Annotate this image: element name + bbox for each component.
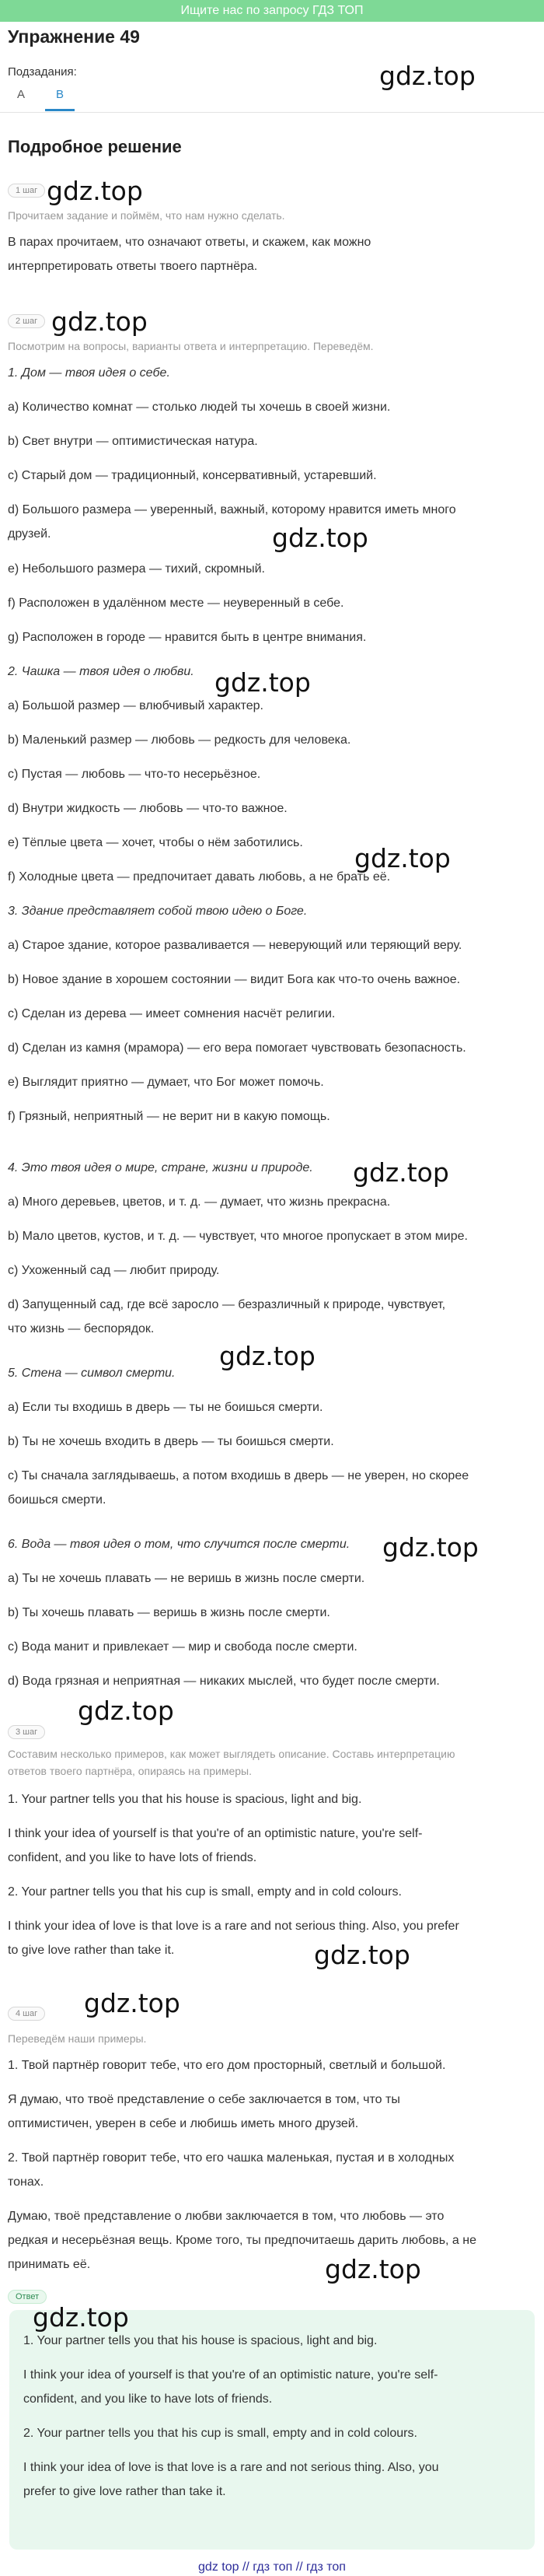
answer-text: 2. Your partner tells you that his cup is small, empty and in cold colours. [23, 2427, 417, 2440]
watermark: gdz.top [33, 2302, 129, 2333]
step-text: Думаю, твоё представление о любви заключается в том, что любовь — это [8, 2210, 445, 2223]
step-text: b) Ты хочешь плавать — веришь в жизнь после смерти. [8, 1606, 330, 1619]
step-text: a) Количество комнат — столько людей ты хочешь в своей жизни. [8, 401, 391, 414]
step-label: 2 шаг [8, 314, 45, 328]
step-text: боишься смерти. [8, 1493, 106, 1507]
subtab-a[interactable]: A [17, 88, 26, 101]
footer-links[interactable]: gdz top // гдз топ // гдз топ [0, 2559, 544, 2576]
step-text: 1. Твой партнёр говорит тебе, что его дом просторный, светлый и большой. [8, 2059, 446, 2072]
step-text: 4. Это твоя идея о мире, стране, жизни и природе. [8, 1161, 313, 1174]
step-text: b) Маленький размер — любовь — редкость для человека. [8, 733, 351, 747]
step-text: a) Ты не хочешь плавать — не веришь в жизнь после смерти. [8, 1572, 365, 1585]
step-text: a) Старое здание, которое разваливается — неверующий или теряющий веру. [8, 939, 462, 952]
step-text: редкая и несерьёзная вещь. Кроме того, ты предпочитаешь дарить любовь, а не [8, 2234, 477, 2247]
step-text: 5. Стена — символ смерти. [8, 1367, 176, 1380]
step-text: интерпретировать ответы твоего партнёра. [8, 260, 258, 273]
step-text: 2. Твой партнёр говорит тебе, что его чашка маленькая, пустая и в холодных [8, 2151, 455, 2165]
step-text: что жизнь — беспорядок. [8, 1322, 155, 1335]
step-text: b) Свет внутри — оптимистическая натура. [8, 435, 258, 448]
step-text: f) Холодные цвета — предпочитает давать любовь, а не брать её. [8, 870, 391, 884]
watermark: gdz.top [219, 1341, 316, 1371]
step-label: 4 шаг [8, 2007, 45, 2021]
step-text: c) Ухоженный сад — любит природу. [8, 1264, 220, 1277]
step-text: I think your idea of love is that love is a rare and not serious thing. Also, you prefer [8, 1920, 459, 1933]
step-text: f) Расположен в удалённом месте — неуверенный в себе. [8, 597, 344, 610]
step-text: confident, and you like to have lots of friends. [8, 1851, 257, 1864]
section-title: Подробное решение [8, 137, 182, 156]
step-text: I think your idea of yourself is that you're of an optimistic nature, you're self- [8, 1827, 423, 1840]
step-text: a) Большой размер — влюбчивый характер. [8, 699, 263, 712]
step-text: d) Запущенный сад, где всё заросло — безразличный к природе, чувствует, [8, 1298, 446, 1311]
step-text: c) Вода манит и привлекает — мир и свобода после смерти. [8, 1640, 357, 1654]
step-label: 1 шаг [8, 184, 45, 198]
search-banner: Ищите нас по запросу ГДЗ ТОП [0, 0, 544, 22]
divider [0, 112, 544, 113]
step-label: 3 шаг [8, 1725, 45, 1739]
answer-text: I think your idea of love is that love is a rare and not serious thing. Also, you [23, 2461, 439, 2474]
watermark: gdz.top [78, 1696, 174, 1726]
watermark: gdz.top [272, 523, 368, 553]
step-text: d) Внутри жидкость — любовь — что-то важное. [8, 802, 288, 815]
step-text: b) Мало цветов, кустов, и т. д. — чувствует, что многое пропускает в этом мире. [8, 1230, 468, 1243]
page-title: Упражнение 49 [8, 26, 140, 47]
step-text: 1. Your partner tells you that his house is spacious, light and big. [8, 1793, 362, 1806]
step-text: d) Сделан из камня (мрамора) — его вера помогает чувствовать безопасность. [8, 1041, 466, 1055]
step-text: e) Выглядит приятно — думает, что Бог может помочь. [8, 1076, 324, 1089]
watermark: gdz.top [314, 1940, 410, 1970]
watermark: gdz.top [47, 176, 143, 206]
step-text: тонах. [8, 2175, 44, 2189]
step-text: e) Небольшого размера — тихий, скромный. [8, 562, 265, 576]
step-text: 2. Your partner tells you that his cup is small, empty and in cold colours. [8, 1885, 402, 1899]
subtasks-label: Подзадания: [8, 65, 77, 79]
watermark: gdz.top [379, 61, 476, 91]
answer-text: 1. Your partner tells you that his house is spacious, light and big. [23, 2334, 378, 2347]
step-text: ответов твоего партнёра, опираясь на примеры. [8, 1765, 252, 1777]
watermark: gdz.top [325, 2254, 421, 2284]
answer-label: Ответ [8, 2290, 47, 2304]
step-text: b) Ты не хочешь входить в дверь — ты боишься смерти. [8, 1435, 334, 1448]
step-text: a) Много деревьев, цветов, и т. д. — думает, что жизнь прекрасна. [8, 1195, 391, 1209]
step-text: Я думаю, что твоё представление о себе заключается в том, что ты [8, 2093, 400, 2106]
step-text: В парах прочитаем, что означают ответы, и скажем, как можно [8, 236, 371, 249]
step-text: d) Вода грязная и неприятная — никаких мыслей, что будет после смерти. [8, 1675, 440, 1688]
step-text: принимать её. [8, 2258, 91, 2271]
step-text: 3. Здание представляет собой твою идею о Боге. [8, 905, 308, 918]
step-text: 1. Дом — твоя идея о себе. [8, 366, 170, 380]
step-text: Посмотрим на вопросы, варианты ответа и интерпретацию. Переведём. [8, 340, 374, 352]
answer-text: I think your idea of yourself is that you're of an optimistic nature, you're self- [23, 2368, 438, 2382]
step-text: c) Пустая — любовь — что-то несерьёзное. [8, 768, 261, 781]
answer-text: prefer to give love rather than take it. [23, 2485, 226, 2498]
watermark: gdz.top [354, 843, 451, 873]
watermark: gdz.top [84, 1988, 180, 2018]
step-text: c) Сделан из дерева — имеет сомнения насчёт религии. [8, 1007, 336, 1020]
step-text: g) Расположен в городе — нравится быть в центре внимания. [8, 631, 367, 644]
watermark: gdz.top [214, 667, 311, 698]
step-text: a) Если ты входишь в дверь — ты не боишься смерти. [8, 1401, 323, 1414]
step-text: d) Большого размера — уверенный, важный, которому нравится иметь много [8, 503, 456, 516]
step-text: e) Тёплые цвета — хочет, чтобы о нём заботились. [8, 836, 303, 849]
step-text: Переведём наши примеры. [8, 2032, 147, 2045]
active-tab-indicator [45, 109, 75, 111]
step-text: c) Ты сначала заглядываешь, а потом входишь в дверь — не уверен, но скорее [8, 1469, 469, 1482]
watermark: gdz.top [382, 1532, 479, 1563]
step-text: Составим несколько примеров, как может выглядеть описание. Составь интерпретацию [8, 1748, 455, 1760]
subtab-b[interactable]: B [56, 88, 65, 101]
step-text: друзей. [8, 527, 51, 541]
step-text: 2. Чашка — твоя идея о любви. [8, 665, 194, 678]
step-text: b) Новое здание в хорошем состоянии — видит Бога как что-то очень важное. [8, 973, 461, 986]
step-text: f) Грязный, неприятный — не верит ни в какую помощь. [8, 1110, 330, 1123]
step-text: Прочитаем задание и поймём, что нам нужно сделать. [8, 209, 285, 222]
watermark: gdz.top [353, 1157, 449, 1188]
watermark: gdz.top [51, 306, 148, 337]
step-text: to give love rather than take it. [8, 1944, 175, 1957]
step-text: оптимистичен, уверен в себе и любишь иметь много друзей. [8, 2117, 359, 2130]
step-text: 6. Вода — твоя идея о том, что случится после смерти. [8, 1538, 350, 1551]
step-text: c) Старый дом — традиционный, консервативный, устаревший. [8, 469, 377, 482]
answer-text: confident, and you like to have lots of friends. [23, 2392, 273, 2406]
